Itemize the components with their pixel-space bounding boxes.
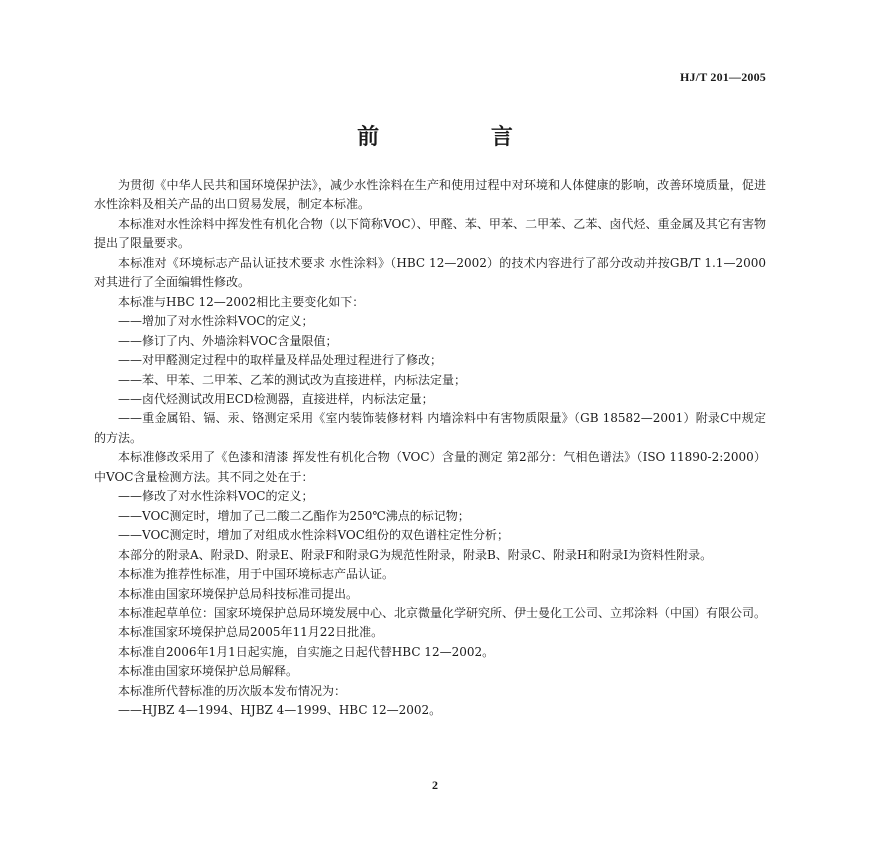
list-item: ——增加了对水性涂料VOC的定义； bbox=[118, 314, 314, 329]
foreword-body bbox=[94, 176, 766, 721]
paragraph: 本标准起草单位：国家环境保护总局环境发展中心、北京微量化学研究所、伊士曼化工公司、立邦涂料（中国）有限公司。 bbox=[118, 605, 767, 620]
list-item: ——HJBZ 4—1994、HJBZ 4—1999、HBC 12—2002。 bbox=[118, 703, 442, 718]
list-item: ——卤代烃测试改用ECD检测器，直接进样，内标法定量； bbox=[118, 391, 434, 406]
paragraph: 本标准自2006年1月1日起实施，自实施之日起代替HBC 12—2002。 bbox=[118, 644, 495, 659]
list-item: ——修订了内、外墙涂料VOC含量限值； bbox=[118, 333, 338, 348]
paragraph: 本标准所代替标准的历次版本发布情况为： bbox=[118, 683, 347, 698]
paragraph: 本标准对《环境标志产品认证技术要求 水性涂料》（HBC 12—2002）的技术内容进行了部分改动并按GB/T 1.1—2000对其进行了全面编辑性修改。 bbox=[94, 255, 766, 290]
list-item: ——对甲醛测定过程中的取样量及样品处理过程进行了修改； bbox=[118, 353, 443, 368]
paragraph: 本标准由国家环境保护总局科技标准司提出。 bbox=[118, 586, 359, 601]
page-number: 2 bbox=[432, 778, 438, 792]
paragraph: 本部分的附录A、附录D、附录E、附录F和附录G为规范性附录，附录B、附录C、附录H和附录I为资料性附录。 bbox=[118, 547, 713, 562]
list-item: ——修改了对水性涂料VOC的定义； bbox=[118, 489, 314, 504]
paragraph: 本标准修改采用了《色漆和清漆 挥发性有机化合物（VOC）含量的测定 第2部分：气相色谱法》（ISO 11890-2:2000）中VOC含量检测方法。其不同之处在于： bbox=[94, 450, 766, 484]
page-title: 前 言 bbox=[357, 125, 565, 150]
paragraph: 本标准与HBC 12—2002相比主要变化如下： bbox=[118, 294, 365, 309]
paragraph: 本标准对水性涂料中挥发性有机化合物（以下简称VOC）、甲醛、苯、甲苯、二甲苯、乙苯、卤代烃、重金属及其它有害物提出了限量要求。 bbox=[94, 216, 766, 251]
paragraph: 本标准为推荐性标准，用于中国环境标志产品认证。 bbox=[118, 567, 395, 582]
list-item: ——苯、甲苯、二甲苯、乙苯的测试改为直接进样，内标法定量； bbox=[118, 372, 467, 387]
list-item: ——VOC测定时，增加了对组成水性涂料VOC组份的双色谱柱定性分析； bbox=[118, 528, 509, 543]
paragraph: 本标准国家环境保护总局2005年11月22日批准。 bbox=[118, 625, 384, 640]
paragraph: 本标准由国家环境保护总局解释。 bbox=[118, 664, 299, 679]
list-item: ——重金属铅、镉、汞、铬测定采用《室内装饰装修材料 内墙涂料中有害物质限量》（GB 18582—2001）附录C中规定的方法。 bbox=[94, 411, 766, 445]
standard-code: HJ/T 201—2005 bbox=[679, 70, 766, 84]
paragraph: 为贯彻《中华人民共和国环境保护法》，减少水性涂料在生产和使用过程中对环境和人体健康的影响，改善环境质量，促进水性涂料及相关产品的出口贸易发展，制定本标准。 bbox=[94, 178, 766, 212]
list-item: ——VOC测定时，增加了己二酸二乙酯作为250℃沸点的标记物； bbox=[118, 508, 470, 523]
